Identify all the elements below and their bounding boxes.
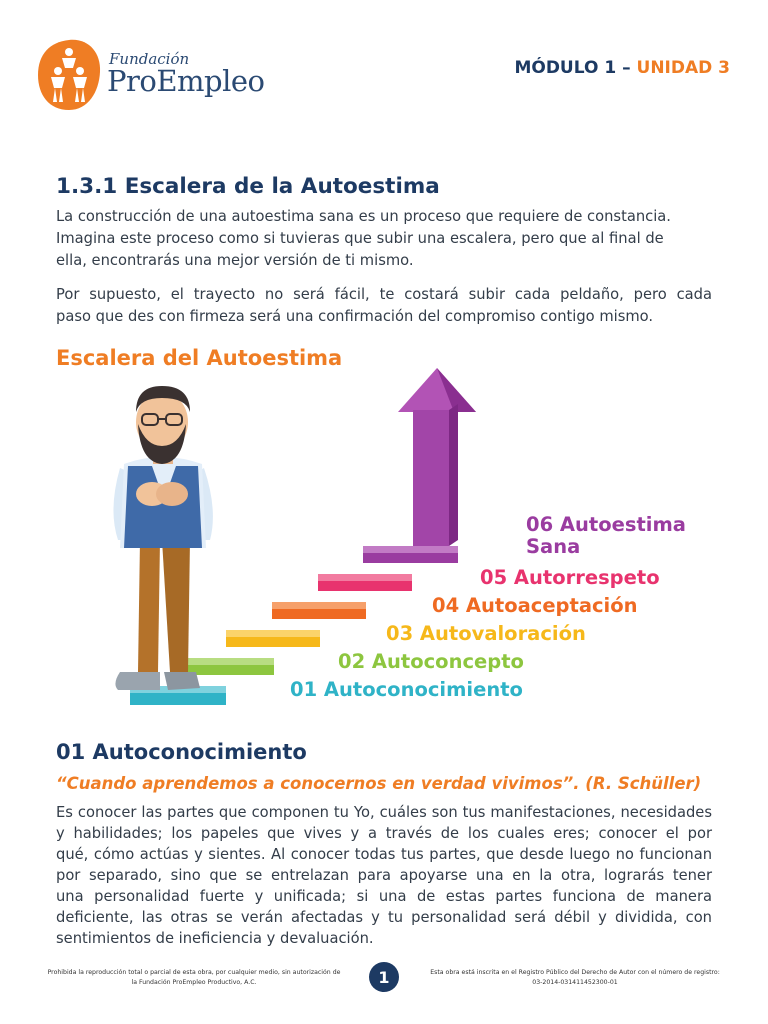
body-line: por separado, sino que se entrelazan para apoyarse una en la otra, lograrás tener <box>56 867 712 884</box>
footer-copyright <box>34 968 354 988</box>
self-esteem-staircase-infographic <box>0 360 768 720</box>
body-line: y habilidades; los papeles que vives y a través de los cuales eres; conocer el por <box>56 825 712 842</box>
footer-line: Esta obra está inscrita en el Registro Público del Derecho de Autor con el número de registro: <box>430 969 720 976</box>
step-label-2-text: 02 Autoconcepto <box>338 650 524 673</box>
paragraph-line: ella, encontrarás una mejor versión de ti mismo. <box>56 252 414 269</box>
step-label-1 <box>290 678 523 701</box>
body-line: sentimientos de ineficiencia y devaluación. <box>56 930 374 947</box>
step-label-2 <box>338 650 524 673</box>
step-6 <box>363 546 458 563</box>
body-line: qué, cómo actúas y sientes. Al conocer todas tus partes, que desde luego no funcionan <box>56 846 712 863</box>
body-line: Es conocer las partes que componen tu Yo, cuáles son tus manifestaciones, necesidades <box>56 804 712 821</box>
module-label: MÓDULO 1 – <box>514 58 631 78</box>
intro-paragraph-1 <box>56 206 712 272</box>
footer-line: la Fundación ProEmpleo Productivo, A.C. <box>131 979 257 986</box>
footer-line: 03-2014-031411452300-01 <box>532 979 618 986</box>
step-label-6 <box>526 514 686 558</box>
module-unit-label <box>514 58 730 78</box>
paragraph-line: Imagina este proceso como si tuvieras que subir una escalera, pero que al final de <box>56 230 664 247</box>
fundacion-proempleo-logo <box>36 38 102 112</box>
detail-title: 01 Autoconocimiento <box>56 740 307 764</box>
footer-line: Prohibida la reproducción total o parcial de esta obra, por cualquier medio, sin autorización de <box>47 969 341 976</box>
step-label-3 <box>386 622 586 645</box>
step-5 <box>318 574 412 591</box>
step-4 <box>272 602 366 619</box>
intro-paragraph-2 <box>56 284 712 328</box>
paragraph-line: La construcción de una autoestima sana es un proceso que requiere de constancia. <box>56 208 671 225</box>
logo-small-text: Fundación <box>109 50 190 68</box>
page-number-badge: 1 <box>369 962 399 992</box>
step-label-4-text: 04 Autoaceptación <box>432 594 638 617</box>
infographic-title: Escalera del Autoestima <box>56 346 343 370</box>
paragraph-line: paso que des con firmeza será una confirmación del compromiso contigo mismo. <box>56 308 654 325</box>
unit-label: UNIDAD 3 <box>636 58 730 78</box>
section-title: 1.3.1 Escalera de la Autoestima <box>56 174 440 199</box>
step-label-5-text: 05 Autorrespeto <box>480 566 660 589</box>
footer-registration <box>410 968 740 988</box>
body-line: una personalidad fuerte y unificada; si una de estas partes funciona de manera <box>56 888 712 905</box>
step-label-5 <box>480 566 660 589</box>
step-3 <box>226 630 320 647</box>
logo-big-text: ProEmpleo <box>107 64 265 98</box>
body-line: deficiente, las otras se verán afectadas y tu personalidad será débil y dividida, con <box>56 909 712 926</box>
step-label-6-line1: 06 Autoestima <box>526 513 686 536</box>
purple-arrow <box>398 368 476 546</box>
paragraph-line: Por supuesto, el trayecto no será fácil, te costará subir cada peldaño, pero cada <box>56 286 712 303</box>
step-label-1-text: 01 Autoconocimiento <box>290 678 523 701</box>
detail-body <box>56 802 712 949</box>
step-label-6-line2: Sana <box>526 535 581 558</box>
step-label-3-text: 03 Autovaloración <box>386 622 586 645</box>
detail-quote: “Cuando aprendemos a conocernos en verdad vivimos”. (R. Schüller) <box>56 774 702 793</box>
step-label-4 <box>432 594 638 617</box>
man-illustration <box>113 386 212 690</box>
